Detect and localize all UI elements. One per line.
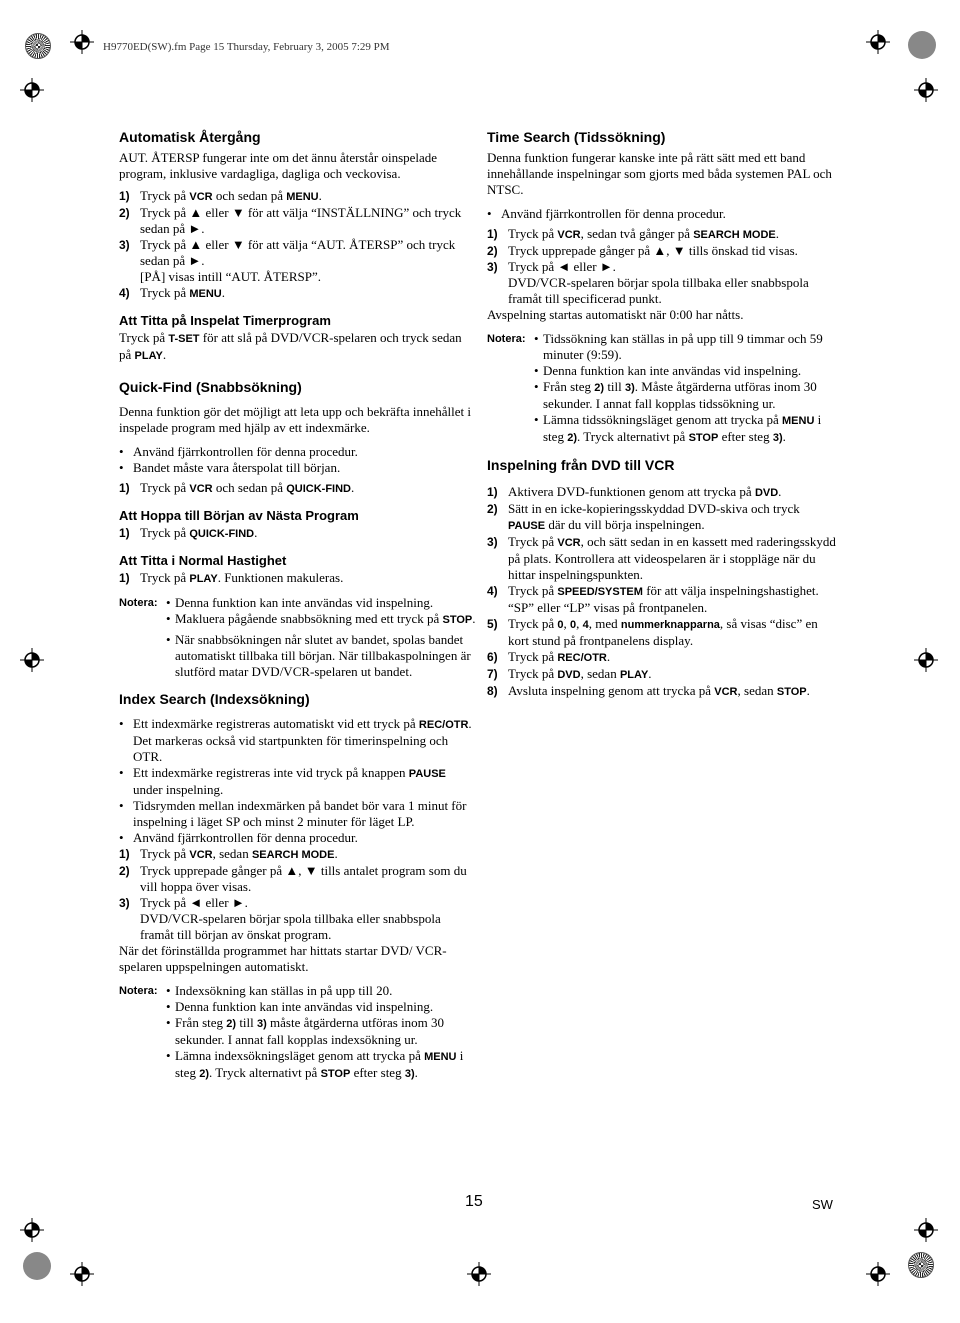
timer-body: [119, 330, 477, 364]
step-text: .: [334, 846, 338, 861]
timer-title: Att Titta på Inspelat Timerprogram: [119, 313, 331, 328]
key-label: 0: [569, 619, 577, 631]
note-text: .: [782, 429, 786, 444]
bullet-text: under inspelning.: [133, 782, 224, 797]
note-item: [166, 611, 477, 628]
key-label: VCR: [189, 849, 213, 861]
crosshair-icon: [70, 30, 94, 54]
step-text: där du vill börja inspelningen.: [545, 517, 705, 532]
key-label: 3): [404, 1068, 415, 1080]
time-step-3: [487, 259, 837, 307]
key-label: T-SET: [168, 333, 200, 345]
note-text: måste åtgärderna utföras inom 30 sekunder. I annat fall kopplas indexsökning ur.: [175, 1015, 445, 1047]
step-text: Tryck på: [508, 226, 558, 241]
step-text: Sätt in en icke-kopieringsskyddad DVD-skiva och tryck: [508, 501, 800, 516]
registration-disc-icon: [908, 31, 936, 59]
step-text: .: [778, 484, 782, 499]
key-label: VCR: [557, 537, 581, 549]
step-text: Tryck på ◄ eller ►.: [140, 895, 248, 910]
step-text: .: [648, 666, 652, 681]
note-item: [166, 1048, 477, 1082]
auto-step-2: [119, 205, 477, 237]
key-label: 4: [582, 619, 589, 631]
note-item: [166, 1015, 477, 1048]
index-note: [119, 983, 477, 1082]
step-text: Tryck på: [140, 480, 190, 495]
key-label: DVD: [557, 669, 581, 681]
step-number: 3): [119, 238, 130, 252]
step-number: 7): [487, 667, 498, 681]
step-text: , sedan två gånger på: [580, 226, 694, 241]
note-text: efter steg: [350, 1065, 405, 1080]
crosshair-icon: [20, 1218, 44, 1242]
step-text: Tryck på: [508, 616, 558, 631]
index-after: När det förinställda programmet har hittats startar DVD/ VCR-spelaren uppspelningen automatiskt.: [119, 943, 447, 974]
step-text: Tryck på: [508, 649, 558, 664]
step-text: .: [221, 285, 225, 300]
index-bullet: [119, 765, 477, 798]
key-label: STOP: [442, 614, 473, 626]
note-text: till: [604, 379, 626, 394]
auto-step-4: [119, 285, 477, 302]
note-item: • Denna funktion kan inte användas vid inspelning.: [534, 363, 837, 379]
step-text: .: [606, 649, 611, 664]
auto-return-intro: AUT. ÅTERSP fungerar inte om det ännu återstår oinspelade program, inklusive vardagliga, dagliga och veckovisa.: [119, 150, 438, 181]
key-label: STOP: [776, 686, 807, 698]
key-label: PLAY: [619, 669, 649, 681]
crosshair-icon: [914, 78, 938, 102]
step-number: 3): [487, 535, 498, 549]
key-label: QUICK-FIND: [189, 528, 255, 540]
page-number: 15: [465, 1193, 483, 1210]
index-search-title: Index Search (Indexsökning): [119, 691, 310, 707]
step-text: Tryck på ▲ eller ▼ för att välja “INSTÄLLNING” och tryck sedan på ►.: [140, 205, 462, 236]
key-label: REC/OTR: [557, 652, 607, 664]
index-step-1: [119, 846, 477, 863]
crosshair-icon: [866, 30, 890, 54]
note-label: Notera:: [119, 985, 158, 997]
key-label: REC/OTR: [418, 719, 469, 731]
time-search-title: Time Search (Tidssökning): [487, 129, 666, 145]
step-text: Tryck på: [140, 188, 190, 203]
body-text: för att slå på DVD/VCR-spelaren och tryck sedan på: [119, 330, 462, 362]
crosshair-icon: [914, 648, 938, 672]
step-text: , och sätt sedan in en kassett med raderingsskydd på plats. Kontrollera att videospelaren är i stoppläge när du hittar inspelningspunkten.: [508, 534, 836, 582]
left-column: [119, 128, 477, 1082]
quick-find-bullet: • Bandet måste vara återspolat till början.: [119, 460, 477, 476]
step-text: Tryck upprepade gånger på ▲, ▼ tills önskad tid visas.: [508, 243, 798, 258]
dvd-step-1: [487, 484, 837, 501]
step-number: 3): [119, 896, 130, 910]
step-text: .: [254, 525, 258, 540]
step-text: .: [806, 683, 810, 698]
step-text: Tryck på: [140, 285, 190, 300]
bullet-text: Ett indexmärke registreras inte vid tryck på knappen: [133, 765, 409, 780]
step-number: 1): [119, 189, 130, 203]
dvd-step-3: [487, 534, 837, 583]
quick-find-bullet: • Använd fjärrkontrollen för denna procedur.: [119, 444, 477, 460]
quick-find-intro: Denna funktion gör det möjligt att leta upp och bekräfta innehållet i inspelade program med hjälp av ett indexmärke.: [119, 404, 471, 435]
key-label: VCR: [557, 229, 581, 241]
step-number: 3): [487, 260, 498, 274]
key-label: SPEED/SYSTEM: [557, 586, 643, 598]
step-number: 2): [119, 864, 130, 878]
key-label: 2): [567, 432, 577, 444]
index-bullet: • Använd fjärrkontrollen för denna procedur.: [119, 830, 477, 846]
key-label: MENU: [782, 415, 815, 427]
step-text: .: [318, 188, 322, 203]
note-text: Lämna indexsökningsläget genom att trycka på: [175, 1048, 425, 1063]
key-label: STOP: [688, 432, 719, 444]
key-label: nummerknapparna: [620, 619, 720, 631]
note-text: Lämna tidssökningsläget genom att trycka på: [543, 412, 782, 427]
dvd-step-8: [487, 683, 837, 700]
step-text: , sedan: [580, 666, 620, 681]
note-item: • Indexsökning kan ställas in på upp till 20.: [166, 983, 477, 999]
time-step-2: [487, 243, 837, 259]
key-label: MENU: [424, 1051, 457, 1063]
key-label: PAUSE: [508, 520, 546, 532]
step-text: Tryck på: [140, 846, 190, 861]
index-step-2: [119, 863, 477, 895]
step-text: , så visas “disc” en kort stund på frontpanelens display.: [508, 616, 818, 648]
quick-find-step-1: [119, 480, 477, 497]
registration-disc-icon: [25, 33, 51, 59]
right-column: [487, 128, 837, 700]
auto-step-3: [119, 237, 477, 285]
note-text: Från steg: [543, 379, 595, 394]
step-text: och sedan på: [212, 188, 287, 203]
index-bullet: [119, 716, 477, 765]
time-step-1: [487, 226, 837, 243]
step-text: Tryck på: [508, 534, 558, 549]
language-code: SW: [812, 1197, 833, 1212]
normal-step-1: [119, 570, 477, 587]
crosshair-icon: [20, 648, 44, 672]
key-label: MENU: [286, 191, 319, 203]
note-item: • Denna funktion kan inte användas vid inspelning.: [166, 595, 477, 611]
key-label: PLAY: [189, 573, 218, 585]
step-number: 1): [119, 571, 130, 585]
step-number: 1): [487, 227, 498, 241]
note-text: efter steg: [718, 429, 773, 444]
note-item: • Denna funktion kan inte användas vid inspelning.: [166, 999, 477, 1015]
step-text: Tryck på: [508, 583, 558, 598]
quick-find-title: Quick-Find (Snabbsökning): [119, 379, 302, 395]
registration-disc-icon: [908, 1252, 934, 1278]
registration-disc-icon: [23, 1252, 51, 1280]
step-number: 1): [119, 847, 130, 861]
step-detail: DVD/VCR-spelaren börjar spola tillbaka eller snabbspola framåt till början av önskat program.: [140, 911, 441, 942]
key-label: STOP: [320, 1068, 351, 1080]
skip-title: Att Hoppa till Början av Nästa Program: [119, 508, 359, 523]
note-text: i steg: [175, 1048, 464, 1080]
step-number: 2): [487, 502, 498, 516]
step-number: 5): [487, 617, 498, 631]
step-detail: [PÅ] visas intill “AUT. ÅTERSP”.: [140, 269, 322, 284]
step-text: .: [351, 480, 355, 495]
step-text: Tryck på: [508, 666, 558, 681]
step-number: 2): [119, 206, 130, 220]
index-bullet: • Tidsrymden mellan indexmärken på bandet bör vara 1 minut för inspelning i läget SP och minst 2 minuter för läget LP.: [119, 798, 477, 830]
note-text: . Tryck alternativt på: [208, 1065, 321, 1080]
time-after: Avspelning startas automatiskt när 0:00 har nåtts.: [487, 307, 744, 322]
index-step-3: [119, 895, 477, 943]
note-text: i steg: [543, 412, 822, 444]
step-text: Tryck upprepade gånger på ▲, ▼ tills antalet program som du vill hoppa över visas.: [140, 863, 467, 894]
file-header: H9770ED(SW).fm Page 15 Thursday, February 3, 2005 7:29 PM: [103, 41, 390, 53]
dvd-to-vcr-title: Inspelning från DVD till VCR: [487, 457, 675, 473]
time-search-intro: Denna funktion fungerar kanske inte på rätt sätt med ett band innehållande inspelningar som gjorts med båda systemen PAL och NTSC.: [487, 150, 832, 197]
time-bullet: • Använd fjärrkontrollen för denna procedur.: [487, 206, 837, 222]
step-number: 4): [119, 286, 130, 300]
step-text: , med: [588, 616, 621, 631]
step-text: och sedan på: [212, 480, 287, 495]
key-label: 3): [257, 1018, 267, 1030]
note-item: • Tidssökning kan ställas in på upp till 9 timmar och 59 minuter (9:59).: [534, 331, 837, 363]
step-text: .: [775, 226, 779, 241]
note-item: • När snabbsökningen når slutet av bandet, spolas bandet automatiskt tillbaka till början. När tillbakaspolningen är slutförd matar DVD/VCR-spelaren ut bandet.: [166, 632, 477, 680]
body-text: Tryck på: [119, 330, 169, 345]
key-label: SEARCH MODE: [251, 849, 335, 861]
step-text: Aktivera DVD-funktionen genom att trycka på: [508, 484, 755, 499]
step-number: 1): [487, 485, 498, 499]
body-text: .: [162, 347, 167, 362]
key-label: 0: [557, 619, 564, 631]
step-text: Tryck på: [140, 525, 190, 540]
auto-return-title: Automatisk Återgång: [119, 129, 261, 145]
step-number: 1): [119, 526, 130, 540]
note-item: [534, 379, 837, 412]
dvd-step-2: [487, 501, 837, 534]
auto-step-1: [119, 188, 477, 205]
note-text: Från steg: [175, 1015, 227, 1030]
key-label: QUICK-FIND: [286, 483, 352, 495]
key-label: VCR: [189, 483, 213, 495]
step-text: för att välja inspelningshastighet. “SP” eller “LP” visas på frontpanelen.: [508, 583, 819, 615]
key-label: SEARCH MODE: [693, 229, 776, 241]
key-label: VCR: [189, 191, 213, 203]
step-text: Tryck på ◄ eller ►.: [508, 259, 616, 274]
bullet-text: . Det markeras också vid startpunkten för timerinspelning och OTR.: [133, 716, 472, 764]
step-text: Avsluta inspelning genom att trycka på: [508, 683, 715, 698]
crosshair-icon: [914, 1218, 938, 1242]
note-text: . Tryck alternativt på: [576, 429, 689, 444]
note-text: .: [414, 1065, 418, 1080]
step-number: 6): [487, 650, 498, 664]
key-label: 3): [625, 382, 635, 394]
note-label: Notera:: [119, 597, 158, 609]
note-text: .: [472, 611, 476, 626]
key-label: VCR: [714, 686, 738, 698]
step-number: 4): [487, 584, 498, 598]
step-detail: DVD/VCR-spelaren börjar spola tillbaka eller snabbspola framåt till specificerad punkt.: [508, 275, 809, 306]
step-number: 8): [487, 684, 498, 698]
key-label: PAUSE: [408, 768, 446, 780]
key-label: 2): [594, 382, 605, 394]
note-label: Notera:: [487, 333, 526, 345]
note-item: [534, 412, 837, 446]
step-number: 1): [119, 481, 130, 495]
dvd-step-4: [487, 583, 837, 616]
key-label: 3): [772, 432, 783, 444]
step-text: ,: [563, 616, 570, 631]
note-text: . Måste åtgärderna utföras inom 30 sekunder. I annat fall kopplas tidssökning ur.: [543, 379, 817, 411]
note-text: Makluera pågående snabbsökning med ett tryck på: [175, 611, 443, 626]
step-text: . Funktionen makuleras.: [217, 570, 344, 585]
bullet-text: Ett indexmärke registreras automatiskt vid ett tryck på: [133, 716, 419, 731]
key-label: 2): [226, 1018, 237, 1030]
step-number: 2): [487, 244, 498, 258]
normal-speed-title: Att Titta i Normal Hastighet: [119, 553, 287, 568]
crosshair-icon: [20, 78, 44, 102]
skip-step-1: [119, 525, 477, 542]
time-note: [487, 331, 837, 446]
dvd-step-6: [487, 649, 837, 666]
key-label: PLAY: [134, 350, 163, 362]
dvd-step-5: [487, 616, 837, 649]
key-label: 2): [199, 1068, 209, 1080]
crosshair-icon: [467, 1262, 491, 1286]
normal-note: [119, 595, 477, 680]
key-label: MENU: [189, 288, 222, 300]
note-text: till: [236, 1015, 258, 1030]
crosshair-icon: [866, 1262, 890, 1286]
step-text: Tryck på ▲ eller ▼ för att välja “AUT. ÅTERSP” och tryck sedan på ►.: [140, 237, 456, 268]
step-text: , sedan: [212, 846, 252, 861]
step-text: ,: [576, 616, 583, 631]
key-label: DVD: [754, 487, 779, 499]
crosshair-icon: [70, 1262, 94, 1286]
step-text: Tryck på: [140, 570, 190, 585]
dvd-step-7: [487, 666, 837, 683]
step-text: , sedan: [737, 683, 777, 698]
